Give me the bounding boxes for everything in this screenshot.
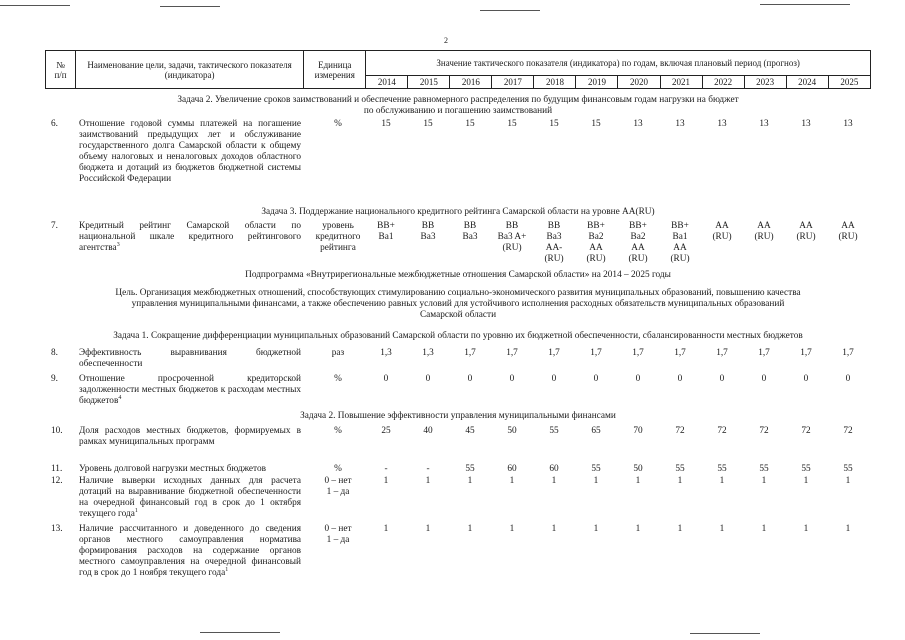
header-year: 2016: [450, 76, 492, 89]
header-year: 2022: [702, 76, 744, 89]
year-value: 50: [633, 464, 643, 474]
row-number: 13.: [51, 524, 63, 534]
year-value: 1: [551, 524, 557, 534]
year-value: 55: [465, 464, 475, 474]
header-name: Наименование цели, задачи, тактического показателя (индикатора): [76, 51, 304, 89]
unit-of-measure: %: [334, 119, 342, 129]
indicator-name: [79, 221, 301, 254]
header-year: 2014: [366, 76, 408, 89]
year-value: 1: [677, 476, 683, 486]
year-value: 15: [381, 119, 391, 129]
year-value: 1,3: [380, 348, 392, 358]
header-values: Значение тактического показателя (индикатора) по годам, включая плановый период (прогноз): [366, 51, 871, 76]
year-value: 45: [465, 426, 475, 436]
year-value: 15: [549, 119, 559, 129]
header-year: 2025: [828, 76, 870, 89]
year-value: 1: [509, 476, 515, 486]
year-value: 0: [677, 374, 683, 384]
year-value: 13: [759, 119, 769, 129]
indicator-name: [79, 374, 301, 407]
year-value: 1,7: [674, 348, 686, 358]
indicator-table-header: [45, 50, 871, 89]
year-value: 1,7: [590, 348, 602, 358]
section-task-2-borrowing: Задача 2. Увеличение сроков заимствований и обеспечение равномерного распределения по будущим финансовым годам нагрузки на бюджет по обслуживанию и погашению заимствований: [177, 95, 739, 116]
year-value: 0: [509, 374, 515, 384]
indicator-name: [79, 426, 301, 448]
year-value: 25: [381, 426, 391, 436]
header-unit: Единица измерения: [304, 51, 366, 89]
year-value: 72: [675, 426, 685, 436]
year-value: BB+ Ba2 AA (RU): [628, 221, 648, 264]
footnote-marker: 3: [116, 241, 120, 248]
year-value: 1,7: [464, 348, 476, 358]
indicator-name: [79, 119, 301, 185]
year-value: 55: [843, 464, 853, 474]
year-value: 55: [717, 464, 727, 474]
year-value: 1: [761, 524, 767, 534]
unit-of-measure: 0 – нет 1 – да: [324, 476, 352, 497]
footnote-marker: 1: [134, 507, 138, 514]
year-value: 1,7: [548, 348, 560, 358]
year-value: BB+ Ba1 AA (RU): [670, 221, 690, 264]
unit-of-measure: %: [334, 426, 342, 436]
year-value: 55: [801, 464, 811, 474]
year-value: 0: [425, 374, 431, 384]
indicator-name-text: Наличие рассчитанного и доведенного до сведения органов местного самоуправления норматива формирования расходов на содержание органов местного самоуправления на очередной финансовый год в срок до 1 ноября текущего года: [79, 524, 301, 578]
indicator-name-text: Кредитный рейтинг Самарской области по национальной шкале кредитного рейтингового агентства: [79, 221, 301, 253]
year-value: 1: [383, 476, 389, 486]
scan-edge-line: [760, 4, 850, 5]
year-value: 0: [593, 374, 599, 384]
year-value: 55: [549, 426, 559, 436]
year-value: 1: [845, 476, 851, 486]
row-number: 7.: [51, 221, 58, 231]
year-value: BB Ba3 A+ (RU): [497, 221, 527, 253]
year-value: BB Ba3: [420, 221, 436, 242]
section-goal: Цель. Организация межбюджетных отношений, способствующих стимулированию социально-экономического развития муниципальных образований, повышению качества управления муниципальными финансами, а также обеспечению равных условий для устойчивого исполнения расходных обязательств муниципальных образований Самарской области: [115, 288, 801, 320]
year-value: 72: [843, 426, 853, 436]
header-year: 2017: [492, 76, 534, 89]
year-value: 1,7: [632, 348, 644, 358]
row-number: 11.: [51, 464, 63, 474]
year-value: 55: [759, 464, 769, 474]
year-value: 13: [717, 119, 727, 129]
header-year: 2019: [576, 76, 618, 89]
header-year: 2021: [660, 76, 702, 89]
year-value: AA (RU): [754, 221, 774, 242]
year-value: 0: [383, 374, 389, 384]
section-task-3-rating: Задача 3. Поддержание национального кредитного рейтинга Самарской области на уровне АА(RU): [261, 207, 655, 217]
year-value: 1,7: [716, 348, 728, 358]
year-value: 15: [507, 119, 517, 129]
year-value: 50: [507, 426, 517, 436]
year-value: 1: [677, 524, 683, 534]
indicator-name-text: Наличие выверки исходных данных для расчета дотаций на выравнивание бюджетной обеспеченности на очередной финансовый год в срок до 1 октября текущего года: [79, 476, 301, 519]
year-value: 1: [467, 476, 473, 486]
scan-edge-line: [0, 5, 70, 6]
year-value: 0: [803, 374, 809, 384]
year-value: 13: [675, 119, 685, 129]
unit-of-measure: %: [334, 374, 342, 384]
year-value: 1: [593, 524, 599, 534]
scan-edge-line: [480, 10, 540, 11]
section-task-2-management: Задача 2. Повышение эффективности управления муниципальными финансами: [300, 411, 616, 421]
header-year: 2023: [744, 76, 786, 89]
year-value: 72: [801, 426, 811, 436]
year-value: 1: [467, 524, 473, 534]
section-subprogram: Подпрограмма «Внутрирегиональные межбюджетные отношения Самарской области» на 2014 – 2025 годы: [245, 270, 671, 280]
year-value: -: [426, 464, 430, 474]
year-value: 1: [551, 476, 557, 486]
row-number: 10.: [51, 426, 63, 436]
indicator-name: [79, 524, 301, 579]
footnote-marker: 4: [118, 394, 122, 401]
year-value: 60: [507, 464, 517, 474]
year-value: -: [384, 464, 388, 474]
scan-edge-line: [690, 633, 760, 634]
year-value: 1: [845, 524, 851, 534]
year-value: 1: [425, 524, 431, 534]
unit-of-measure: %: [334, 464, 342, 474]
year-value: 13: [843, 119, 853, 129]
year-value: 1,3: [422, 348, 434, 358]
scan-edge-line: [160, 6, 220, 7]
year-value: 0: [719, 374, 725, 384]
indicator-name-text: Отношение просроченной кредиторской задолженности местных бюджетов к расходам местных бюджетов: [79, 374, 301, 406]
year-value: 1: [635, 476, 641, 486]
year-value: 13: [633, 119, 643, 129]
footnote-marker: 1: [225, 566, 229, 573]
header-year: 2018: [534, 76, 576, 89]
indicator-name-text: Уровень долговой нагрузки местных бюджетов: [79, 464, 267, 474]
year-value: 55: [675, 464, 685, 474]
year-value: 72: [717, 426, 727, 436]
year-value: 1: [719, 476, 725, 486]
unit-of-measure: 0 – нет 1 – да: [324, 524, 352, 545]
row-number: 9.: [51, 374, 58, 384]
year-value: 1,7: [506, 348, 518, 358]
year-value: AA (RU): [712, 221, 732, 242]
unit-of-measure: уровень кредитного рейтинга: [315, 221, 361, 253]
year-value: 1: [719, 524, 725, 534]
indicator-name-text: Эффективность выравнивания бюджетной обеспеченности: [79, 348, 301, 369]
year-value: AA (RU): [838, 221, 858, 242]
year-value: 40: [423, 426, 433, 436]
year-value: 1,7: [758, 348, 770, 358]
year-value: 1,7: [842, 348, 854, 358]
year-value: 1: [635, 524, 641, 534]
row-number: 12.: [51, 476, 63, 486]
year-value: 0: [845, 374, 851, 384]
year-value: 1: [509, 524, 515, 534]
scan-edge-line: [200, 632, 280, 633]
year-value: BB Ba3: [462, 221, 478, 242]
year-value: 1: [425, 476, 431, 486]
header-number: № п/п: [46, 51, 76, 89]
year-value: 0: [635, 374, 641, 384]
unit-of-measure: раз: [331, 348, 345, 358]
indicator-name: [79, 348, 301, 370]
year-value: 0: [761, 374, 767, 384]
year-value: AA (RU): [796, 221, 816, 242]
year-value: 70: [633, 426, 643, 436]
indicator-name-text: Доля расходов местных бюджетов, формируемых в рамках муниципальных программ: [79, 426, 301, 447]
year-value: 1,7: [800, 348, 812, 358]
year-value: BB Ba3 AA- (RU): [544, 221, 564, 264]
year-value: 1: [803, 524, 809, 534]
header-year: 2015: [408, 76, 450, 89]
year-value: 65: [591, 426, 601, 436]
year-value: 0: [551, 374, 557, 384]
row-number: 6.: [51, 119, 58, 129]
year-value: 1: [803, 476, 809, 486]
indicator-name: [79, 476, 301, 520]
year-value: BB+ Ba2 AA (RU): [586, 221, 606, 264]
year-value: 15: [591, 119, 601, 129]
indicator-name-text: Отношение годовой суммы платежей на погашение заимствований предыдущих лет и обслуживание государственного долга Самарской области к общему объему налоговых и неналоговых доходов областного бюджета и дотаций из бюджетов бюджетной системы Российской Федерации: [79, 119, 301, 184]
year-value: 60: [549, 464, 559, 474]
year-value: 1: [593, 476, 599, 486]
year-value: 0: [467, 374, 473, 384]
year-value: 72: [759, 426, 769, 436]
year-value: 15: [465, 119, 475, 129]
year-value: 15: [423, 119, 433, 129]
section-task-1-differentiation: Задача 1. Сокращение дифференциации муниципальных образований Самарской области по уровню их бюджетной обеспеченности, сбалансированности местных бюджетов: [113, 331, 803, 341]
year-value: 55: [591, 464, 601, 474]
row-number: 8.: [51, 348, 58, 358]
header-year: 2024: [786, 76, 828, 89]
year-value: 13: [801, 119, 811, 129]
header-year: 2020: [618, 76, 660, 89]
year-value: 1: [383, 524, 389, 534]
indicator-name: [79, 464, 301, 475]
page-number: 2: [444, 36, 448, 45]
year-value: 1: [761, 476, 767, 486]
year-value: BB+ Ba1: [377, 221, 395, 242]
